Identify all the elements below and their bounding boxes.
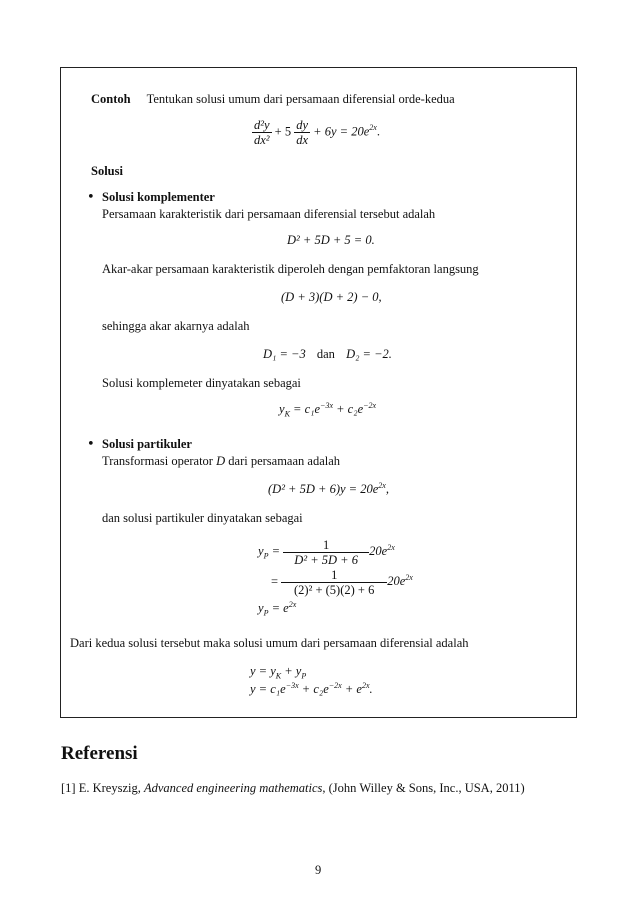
conclusion-text: Dari kedua solusi tersebut maka solusi umum dari persamaan diferensial adalah: [70, 636, 469, 650]
particular-text-1a: Transformasi operator: [102, 454, 213, 468]
ode-end: .: [376, 124, 380, 139]
ode-mid: + 5: [274, 124, 292, 139]
example-box: [60, 67, 577, 718]
root-2: D₂ = −2.: [346, 347, 392, 361]
solution-heading: Solusi: [91, 164, 123, 178]
example-statement: [91, 92, 455, 107]
particular-text-var: D: [216, 454, 226, 468]
reference-item-1: [61, 781, 525, 796]
bullet-icon: •: [87, 437, 95, 452]
line2-num: 1: [281, 568, 387, 583]
ref-rest: , (John Willey & Sons, Inc., USA, 2011): [322, 781, 525, 795]
factored-equation: (D + 3)(D + 2) − 0,: [281, 290, 382, 304]
complementary-text-1: Persamaan karakteristik dari persamaan diferensial tersebut adalah: [102, 207, 436, 221]
line1-den: D² + 5D + 6: [294, 553, 358, 567]
example-label: Contoh: [91, 92, 131, 106]
complementary-text-4: Solusi komplemeter dinyatakan sebagai: [102, 376, 301, 390]
ode-rest: + 6y = 20e: [313, 124, 370, 139]
example-text: Tentukan solusi umum dari persamaan diferensial orde-kedua: [146, 92, 455, 106]
line2-eq: =: [271, 574, 279, 589]
references-heading: Referensi: [61, 743, 138, 764]
general-solution-2: $y = c_1e^{-3x} + c_2e^{-2x} + e^{2x}$.: [250, 680, 373, 696]
char-equation: D² + 5D + 5 = 0.: [287, 233, 375, 247]
complementary-text-2: Akar-akar persamaan karakteristik diperoleh dengan pemfaktoran langsung: [102, 262, 479, 276]
roots-equation: [263, 347, 392, 362]
line1-num: 1: [283, 538, 369, 553]
ode-equation: [252, 118, 380, 147]
yp-label: $y_P$ =: [258, 544, 281, 561]
ode-dy: dy: [296, 118, 309, 132]
ref-number: [1]: [61, 781, 76, 795]
ode-d2y: d²y: [254, 118, 270, 132]
particular-text-2: dan solusi partikuler dinyatakan sebagai: [102, 511, 303, 525]
general-solution-1: $y = y_K + y_P$: [250, 664, 307, 681]
root-1: D₁ = −3: [263, 347, 306, 361]
bullet-icon: •: [87, 190, 95, 205]
line2-den: (2)² + (5)(2) + 6: [294, 583, 375, 597]
ref-title: Advanced engineering mathematics: [143, 781, 323, 795]
ode-dx2: dx²: [254, 133, 270, 147]
roots-and: dan: [316, 347, 335, 361]
page-number: 9: [315, 863, 322, 877]
complementary-text-3: sehingga akar akarnya adalah: [102, 319, 250, 333]
line2-right: $20e^{2x}$: [387, 573, 413, 589]
particular-text-1: [102, 454, 340, 469]
complementary-solution: $y_K = c_1e^{-3x} + c_2e^{-2x}$: [279, 400, 377, 419]
particular-text-1b: dari persamaan adalah: [228, 454, 341, 468]
operator-equation: $(D^2 + 5D + 6)y = 20e^{2x}$,: [268, 480, 389, 496]
ref-author: E. Kreyszig,: [78, 781, 141, 795]
particular-line-1: [258, 538, 395, 567]
ode-exp: 2x: [369, 123, 377, 133]
particular-line-2: [271, 568, 413, 597]
particular-solution: $y_P = e^{2x}$: [258, 599, 297, 618]
complementary-title: Solusi komplementer: [102, 190, 215, 204]
particular-title: Solusi partikuler: [102, 437, 192, 451]
ode-dx: dx: [296, 133, 309, 147]
line1-right: $20e^{2x}$: [369, 543, 395, 559]
